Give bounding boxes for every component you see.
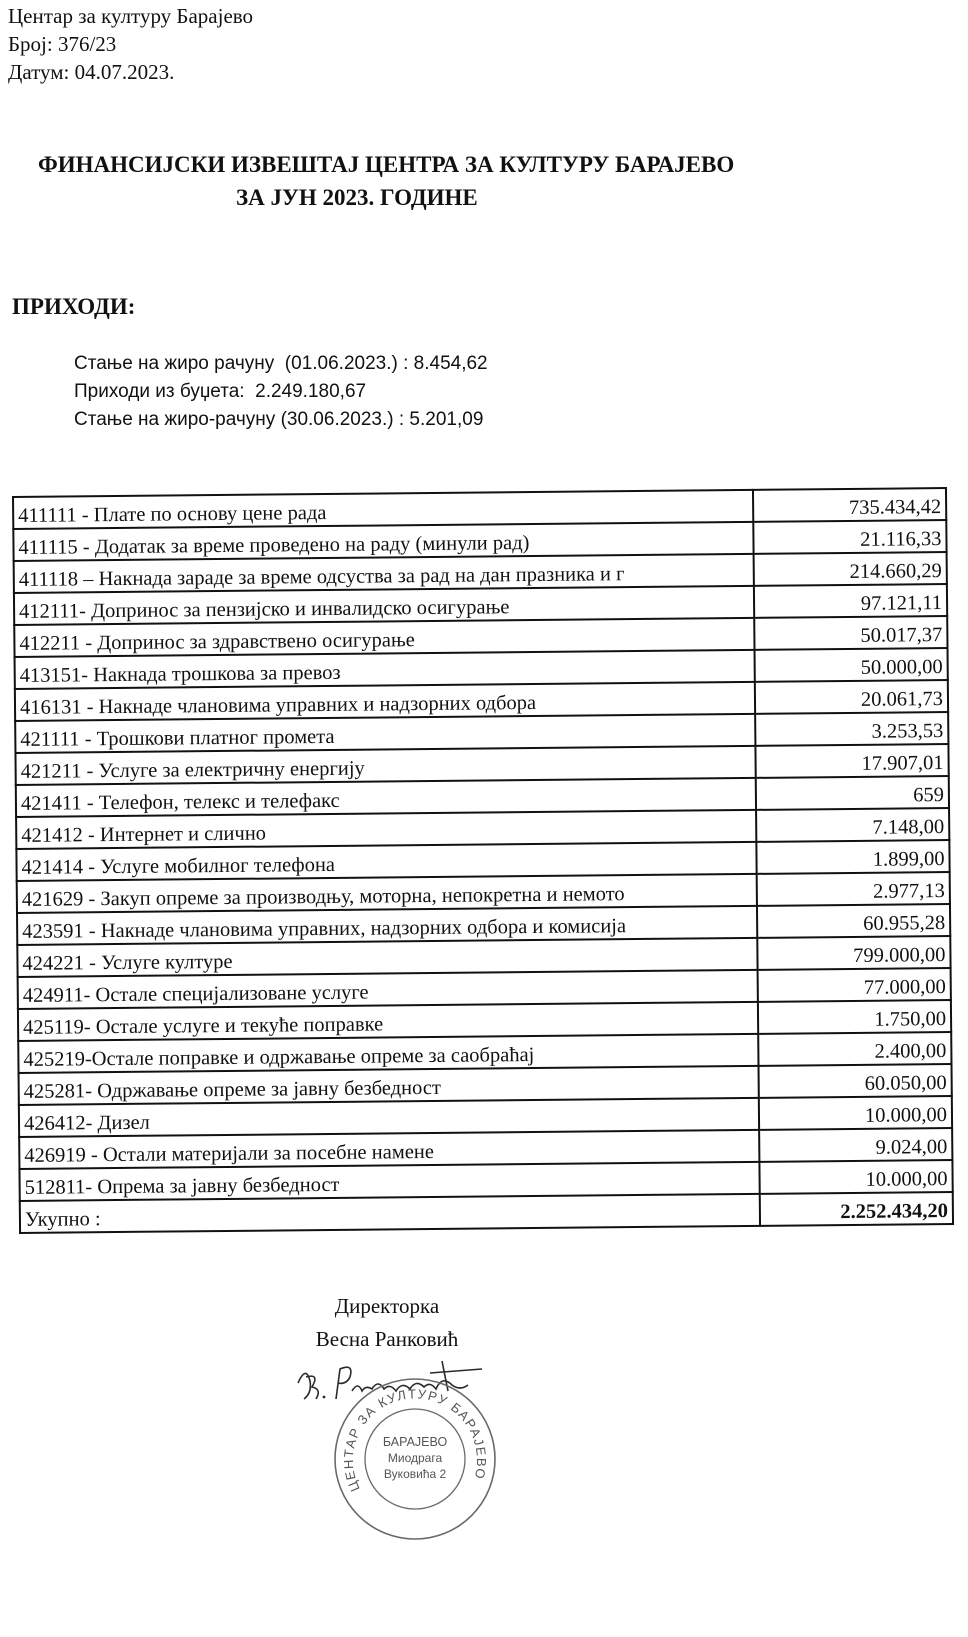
document-header: [8, 2, 253, 86]
expense-table: [12, 487, 954, 1234]
row-amount: 20.061,73: [755, 680, 948, 714]
row-description: 421411 - Телефон, телекс и телефакс: [16, 778, 756, 817]
row-amount: 1.899,00: [756, 840, 949, 874]
stamp-city: БАРАЈЕВО: [382, 1435, 448, 1449]
row-description: 421412 - Интернет и слично: [16, 810, 756, 849]
row-description: 425119- Остале услуге и текуће поправке: [18, 1002, 758, 1041]
report-title-line1: ФИНАНСИЈСКИ ИЗВЕШТАЈ ЦЕНТРА ЗА КУЛТУРУ БАРАЈЕВО: [38, 152, 735, 177]
report-title: [0, 148, 968, 214]
row-amount: 3.253,53: [755, 712, 948, 746]
report-title-line2: ЗА ЈУН 2023. ГОДИНЕ: [236, 185, 478, 210]
row-description: 421629 - Закуп опреме за производњу, моторна, непокретна и немото: [17, 874, 757, 913]
row-description: 426412- Дизел: [19, 1098, 759, 1137]
row-description: 411118 – Накнада зараде за време одсуства за рад на дан празника и г: [14, 554, 754, 593]
row-amount: 2.977,13: [757, 872, 950, 906]
row-amount: 799.000,00: [757, 936, 950, 970]
expense-table-wrapper: [12, 487, 954, 1234]
row-description: 413151- Накнада трошкова за превоз: [15, 650, 755, 689]
account-summary: [74, 350, 488, 434]
row-amount: 1.750,00: [758, 1000, 951, 1034]
row-description: 512811- Опрема за јавну безбедност: [19, 1162, 759, 1201]
row-description: 425219-Остале поправке и одржавање опреме за саобраћај: [18, 1034, 758, 1073]
row-amount: 214.660,29: [754, 552, 947, 586]
row-description: 425281- Одржавање опреме за јавну безбедност: [19, 1066, 759, 1105]
director-role: Директорка: [334, 1294, 440, 1318]
row-amount: 7.148,00: [756, 808, 949, 842]
row-amount: 17.907,01: [756, 744, 949, 778]
row-description: 421211 - Услуге за електричну енергију: [15, 746, 755, 785]
row-amount: 9.024,00: [759, 1128, 952, 1162]
budget-income: Приходи из буџета: 2.249.180,67: [74, 381, 367, 402]
row-amount: 60.955,28: [757, 904, 950, 938]
row-description: 424221 - Услуге културе: [17, 938, 757, 977]
row-description: 421414 - Услуге мобилног телефона: [16, 842, 756, 881]
row-description: 411115 - Додатак за време проведено на раду (минули рад): [13, 522, 753, 561]
row-amount: 77.000,00: [758, 968, 951, 1002]
institution-name: Центар за културу Барајево: [8, 4, 254, 28]
document-date: Датум: 04.07.2023.: [8, 60, 175, 84]
row-amount: 97.121,11: [754, 584, 947, 618]
row-description: 412211 - Допринос за здравствено осигурање: [14, 618, 754, 657]
row-description: 423591 - Накнаде члановима управних, надзорних одбора и комисија: [17, 906, 757, 945]
row-amount: 21.116,33: [753, 520, 946, 554]
row-amount: 50.000,00: [755, 648, 948, 682]
income-heading: ПРИХОДИ:: [12, 294, 136, 319]
closing-balance: Стање на жиро-рачуну (30.06.2023.) : 5.201,09: [74, 409, 484, 430]
total-amount: 2.252.434,20: [760, 1192, 953, 1226]
document-number: Број: 376/23: [8, 32, 117, 56]
row-amount: 50.017,37: [754, 616, 947, 650]
stamp-ring-text: ЦЕНТАР ЗА КУЛТУРУ БАРАЈЕВО: [340, 1386, 490, 1494]
row-description: 416131 - Накнаде члановима управних и надзорних одбора: [15, 682, 755, 721]
row-amount: 10.000,00: [760, 1160, 953, 1194]
row-amount: 2.400,00: [758, 1032, 951, 1066]
official-stamp: [330, 1374, 500, 1544]
row-description: 426919 - Остали материјали за посебне намене: [19, 1130, 759, 1169]
row-amount: 735.434,42: [753, 488, 946, 522]
stamp-street-line2: Вуковића 2: [383, 1467, 447, 1481]
row-amount: 60.050,00: [759, 1064, 952, 1098]
row-description: 424911- Остале специјализоване услуге: [18, 970, 758, 1009]
signature-block: [312, 1290, 462, 1356]
row-amount: 659: [756, 776, 949, 810]
director-name: Весна Ранковић: [315, 1327, 459, 1351]
opening-balance: Стање на жиро рачуну (01.06.2023.) : 8.454,62: [74, 353, 488, 374]
row-description: 421111 - Трошкови платног промета: [15, 714, 755, 753]
row-description: 411111 - Плате по основу цене рада: [13, 490, 753, 529]
row-amount: 10.000,00: [759, 1096, 952, 1130]
total-label: Укупно :: [20, 1194, 760, 1233]
row-description: 412111- Допринос за пензијско и инвалидско осигурање: [14, 586, 754, 625]
stamp-street-line1: Миодрага: [387, 1451, 443, 1465]
